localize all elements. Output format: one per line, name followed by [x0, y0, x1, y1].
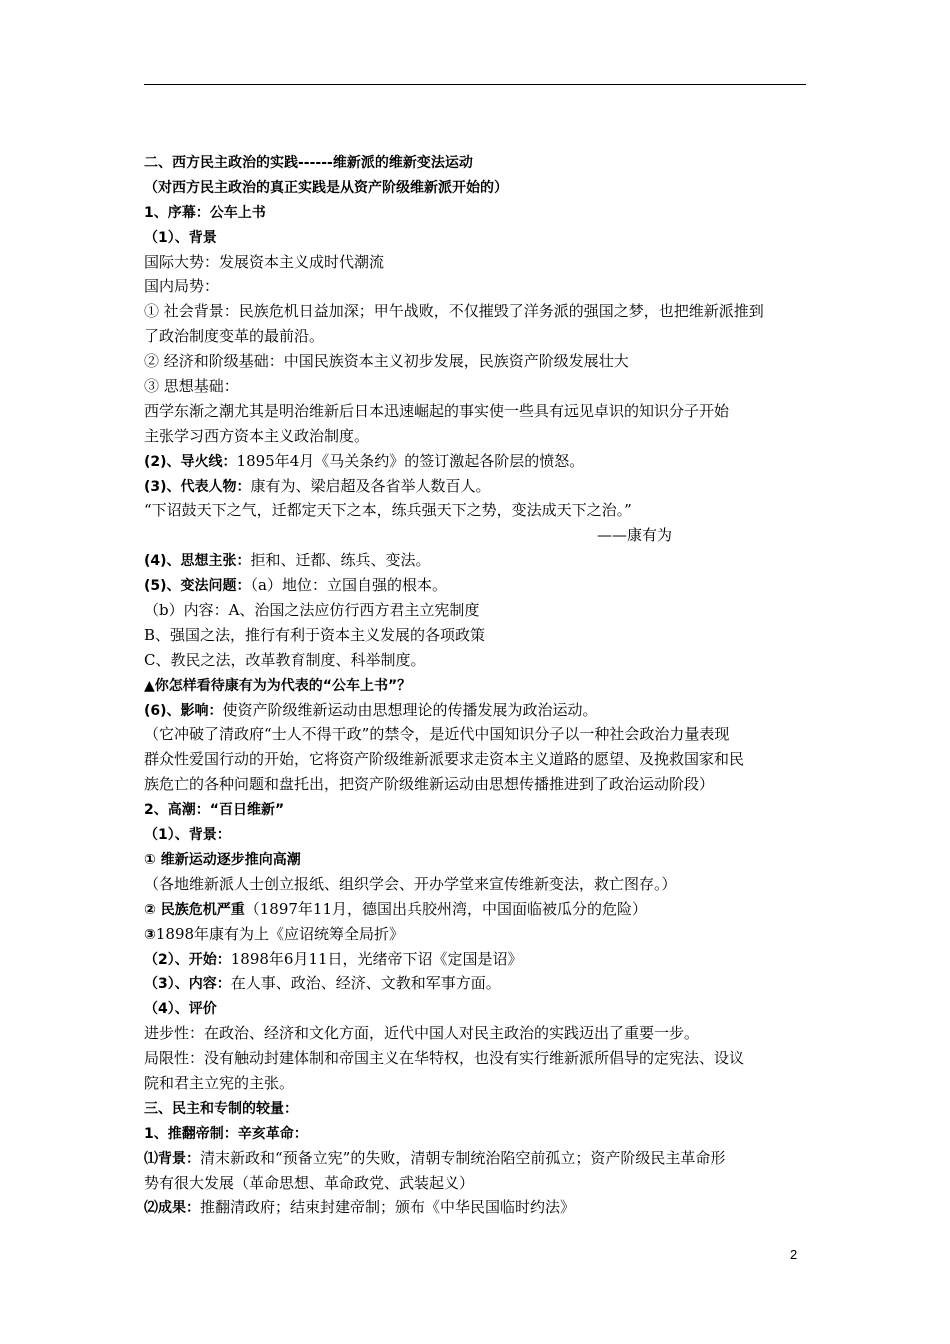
bold-prefix: (5)、变法问题：	[144, 578, 251, 595]
bold-text: 二、西方民主政治的实践------维新派的维新变法运动	[144, 155, 473, 171]
text-line: ② 经济和阶级基础：中国民族资本主义初步发展，民族资产阶级发展壮大	[144, 352, 629, 371]
text-line: ③ 思想基础：	[144, 377, 239, 396]
bold-text: ▲你怎样看待康有为为代表的“公车上书”？	[144, 677, 412, 694]
text-line	[144, 175, 812, 200]
text-line	[144, 797, 812, 822]
text-line: 局限性：没有触动封建体制和帝国主义在华特权，也没有实行维新派所倡导的定宪法、设议	[144, 1049, 745, 1068]
text-line: （它冲破了清政府“士人不得干政”的禁令，是近代中国知识分子以一种社会政治力量表现	[144, 725, 730, 744]
line-rest: 在人事、政治、经济、文教和军事方面。	[230, 974, 501, 993]
text-line: 院和君主立宪的主张。	[144, 1073, 295, 1092]
line-rest: 1898年6月11日，光绪帝下诏《定国是诏》	[230, 949, 523, 968]
text-line	[144, 474, 812, 499]
line-rest: 康有为、梁启超及各省举人数百人。	[250, 476, 491, 495]
text-line: 族危亡的各种问题和盘托出，把资产阶级维新运动由思想传播推进到了政治运动阶段）	[144, 775, 715, 794]
text-line	[144, 1096, 812, 1121]
text-line: （b）内容：A、治国之法应仿行西方君主立宪制度	[144, 601, 480, 620]
text-line: 进步性：在政治、经济和文化方面，近代中国人对民主政治的实践迈出了重要一步。	[144, 1024, 700, 1043]
bold-text: ① 维新运动逐步推向高潮	[144, 851, 301, 868]
text-line	[144, 225, 812, 250]
text-line	[144, 996, 812, 1021]
line-rest: 使资产阶级维新运动由思想理论的传播发展为政治运动。	[222, 700, 598, 719]
bold-prefix: (3)、代表人物：	[144, 478, 251, 495]
line-rest: 1895年4月《马关条约》的签订激起各阶层的愤怒。	[236, 451, 585, 470]
bold-text: 三、民主和专制的较量：	[144, 1100, 298, 1117]
bold-prefix: (4)、思想主张：	[144, 553, 251, 570]
text-line: ① 社会背景：民族危机日益加深；甲午战败，不仅摧毁了洋务派的强国之梦，也把维新派推到	[144, 302, 764, 321]
text-line: （各地维新派人士创立报纸、组织学会、开办学堂来宣传维新变法，救亡图存。）	[144, 874, 677, 893]
text-line	[144, 922, 812, 947]
text-line	[144, 673, 812, 698]
text-line	[144, 573, 812, 598]
bold-text: （1）、背景	[144, 229, 217, 246]
text-line	[144, 897, 812, 922]
text-line	[144, 947, 812, 972]
text-line	[144, 548, 812, 573]
text-line: B、强国之法，推行有利于资本主义发展的各项政策	[144, 625, 486, 644]
bold-text: （4）、评价	[144, 1001, 217, 1018]
line-rest: （1897年11月，德国出兵胶州湾，中国面临被瓜分的危险）	[244, 899, 647, 918]
bold-prefix: ⑴背景：	[144, 1150, 200, 1167]
text-line: 国际大势：发展资本主义成时代潮流	[144, 252, 385, 271]
text-line: 国内局势：	[144, 277, 220, 296]
line-rest: 清末新政和“预备立宪”的失败，清朝专制统治陷空前孤立；资产阶级民主革命形	[200, 1148, 726, 1167]
text-line	[144, 822, 812, 847]
text-line: C、教民之法，改革教育制度、科举制度。	[144, 650, 426, 669]
bold-prefix: (6)、影响：	[144, 702, 223, 719]
text-line: 了政治制度变革的最前沿。	[144, 327, 325, 346]
text-line	[144, 1195, 812, 1220]
text-line: 群众性爱国行动的开始，它将资产阶级维新派要求走资本主义道路的愿望、及挽救国家和民	[144, 750, 745, 769]
bold-text: 1、推翻帝制：辛亥革命：	[144, 1125, 308, 1142]
text-line	[144, 1121, 812, 1146]
text-line	[144, 1146, 812, 1171]
bold-text: 1、序幕：公车上书	[144, 204, 266, 221]
line-rest: 推翻清政府；结束封建帝制；颁布《中华民国临时约法》	[200, 1198, 576, 1217]
text-line: 势有很大发展（革命思想、革命政党、武装起义）	[144, 1173, 475, 1192]
text-line: “下诏鼓天下之气，迁都定天下之本，练兵强天下之势，变法成天下之治。”	[144, 501, 632, 520]
line-rest: （a）地位：立国自强的根本。	[250, 576, 447, 595]
text-line	[144, 449, 812, 474]
bold-prefix: ③	[144, 926, 156, 943]
text-line	[144, 847, 812, 872]
header-rule	[144, 84, 806, 85]
bold-prefix: ② 民族危机严重	[144, 901, 245, 918]
text-line	[144, 971, 812, 996]
bold-text: 2、高潮：“百日维新”	[144, 802, 285, 819]
text-line: 西学东渐之潮尤其是明治维新后日本迅速崛起的事实使一些具有远见卓识的知识分子开始	[144, 401, 730, 420]
text-line	[144, 200, 812, 225]
bold-prefix: (2)、导火线：	[144, 453, 237, 470]
bold-prefix: （2）、开始：	[144, 951, 231, 968]
text-line: 主张学习西方资本主义政治制度。	[144, 426, 370, 445]
line-rest: 1898年康有为上《应诏统筹全局折》	[155, 924, 405, 943]
text-line	[144, 698, 812, 723]
line-rest: 拒和、迁都、练兵、变法。	[250, 551, 431, 570]
bold-text: （1）、背景：	[144, 827, 231, 844]
document-body	[144, 150, 812, 1220]
bold-text: （对西方民主政治的真正实践是从资产阶级维新派开始的）	[144, 179, 508, 196]
page-number: 2	[790, 1247, 798, 1262]
bold-prefix: ⑵成果：	[144, 1200, 200, 1217]
text-line: ——康有为	[596, 526, 672, 545]
bold-prefix: （3）、内容：	[144, 976, 231, 993]
text-line	[144, 150, 812, 175]
